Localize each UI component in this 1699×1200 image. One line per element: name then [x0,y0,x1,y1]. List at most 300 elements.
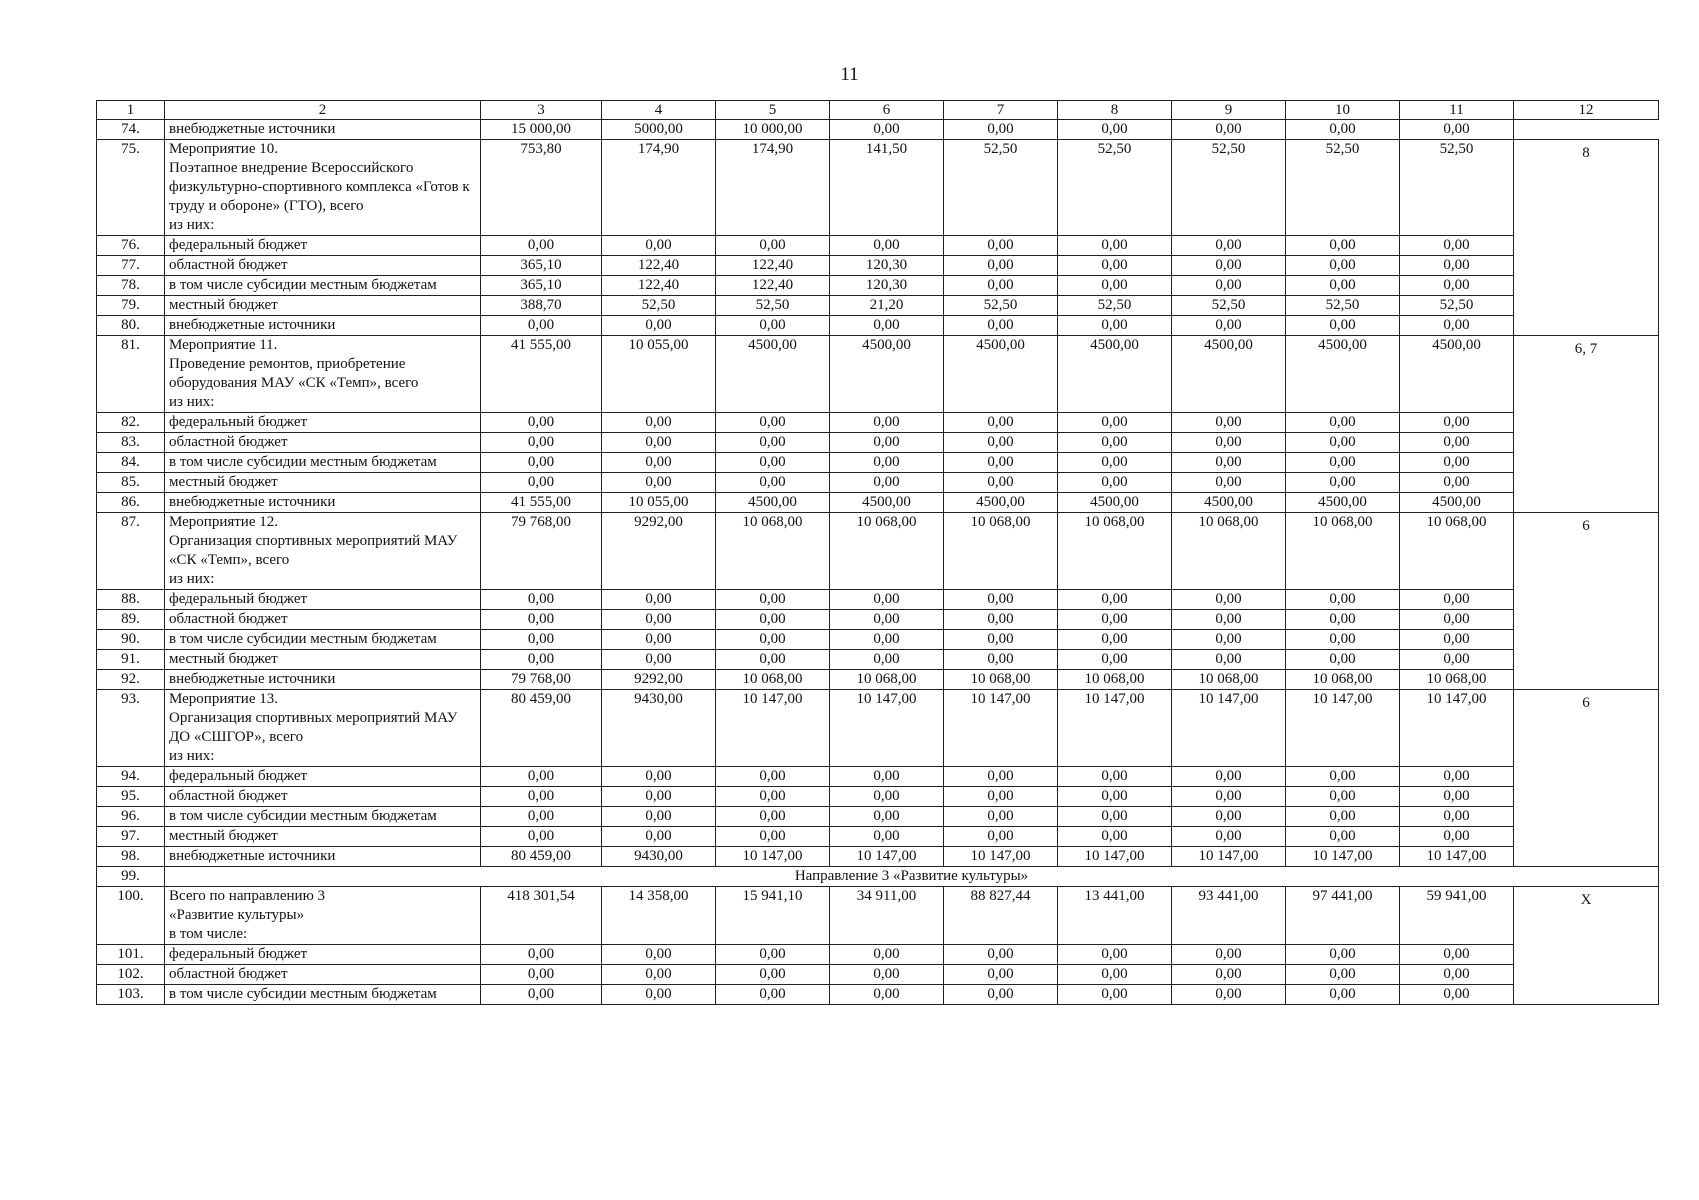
table-row [97,433,1659,453]
value-cell-col-6: 10 147,00 [830,847,944,867]
value-cell-col-5: 10 000,00 [716,120,830,140]
value-cell-col-5: 0,00 [716,630,830,650]
value-cell-col-5: 0,00 [716,945,830,965]
value-cell-col-10: 0,00 [1286,650,1400,670]
value-cell-col-11: 0,00 [1400,276,1514,296]
value-cell-col-4: 9430,00 [602,690,716,767]
table-row [97,630,1659,650]
row-number: 80. [97,316,165,336]
value-cell-col-7: 4500,00 [944,336,1058,413]
value-cell-col-11: 10 147,00 [1400,847,1514,867]
row-number: 76. [97,236,165,256]
value-cell-col-8: 0,00 [1058,453,1172,473]
value-cell-col-11: 52,50 [1400,296,1514,316]
column-header-2: 2 [165,101,481,120]
value-cell-col-11: 4500,00 [1400,336,1514,413]
value-cell-col-7: 0,00 [944,473,1058,493]
value-cell-col-6: 10 068,00 [830,513,944,590]
value-cell-col-8: 0,00 [1058,316,1172,336]
table-row [97,985,1659,1005]
row-name: внебюджетные источники [165,120,481,140]
value-cell-col-7: 10 068,00 [944,513,1058,590]
column-header-7: 7 [944,101,1058,120]
value-cell-col-4: 14 358,00 [602,887,716,945]
value-cell-col-10: 0,00 [1286,256,1400,276]
value-cell-col-6: 120,30 [830,276,944,296]
row-name: областной бюджет [165,256,481,276]
budget-table [96,100,1659,1005]
value-cell-col-7: 52,50 [944,296,1058,316]
value-cell-col-6: 0,00 [830,473,944,493]
value-cell-col-3: 0,00 [481,985,602,1005]
row-name: федеральный бюджет [165,767,481,787]
row-number: 99. [97,867,165,887]
value-cell-col-7: 0,00 [944,590,1058,610]
value-cell-col-8: 0,00 [1058,827,1172,847]
row-name: местный бюджет [165,473,481,493]
value-cell-col-4: 0,00 [602,316,716,336]
value-cell-col-9: 0,00 [1172,473,1286,493]
value-cell-col-5: 122,40 [716,256,830,276]
table-row [97,650,1659,670]
value-cell-col-3: 0,00 [481,433,602,453]
value-cell-col-11: 0,00 [1400,807,1514,827]
value-cell-col-6: 0,00 [830,236,944,256]
value-cell-col-8: 0,00 [1058,985,1172,1005]
table-row [97,413,1659,433]
value-cell-col-11: 0,00 [1400,985,1514,1005]
value-cell-col-7: 0,00 [944,807,1058,827]
value-cell-col-6: 141,50 [830,140,944,236]
value-cell-col-5: 10 068,00 [716,513,830,590]
row-name: в том числе субсидии местным бюджетам [165,807,481,827]
value-cell-col-10: 52,50 [1286,140,1400,236]
value-cell-col-5: 4500,00 [716,336,830,413]
value-cell-col-5: 0,00 [716,590,830,610]
value-cell-col-10: 10 147,00 [1286,690,1400,767]
value-cell-col-6: 120,30 [830,256,944,276]
value-cell-col-9: 0,00 [1172,276,1286,296]
value-cell-col-10: 0,00 [1286,985,1400,1005]
value-cell-col-7: 88 827,44 [944,887,1058,945]
value-cell-col-9: 52,50 [1172,140,1286,236]
row-number: 92. [97,670,165,690]
value-cell-col-7: 0,00 [944,827,1058,847]
table-row [97,867,1659,887]
value-cell-col-9: 0,00 [1172,256,1286,276]
value-cell-col-5: 0,00 [716,965,830,985]
table-row [97,945,1659,965]
value-cell-col-6: 0,00 [830,630,944,650]
table-row [97,787,1659,807]
value-cell-col-6: 0,00 [830,827,944,847]
value-cell-col-4: 52,50 [602,296,716,316]
value-cell-col-9: 10 068,00 [1172,670,1286,690]
table-row [97,887,1659,945]
table-row [97,296,1659,316]
value-cell-col-7: 0,00 [944,610,1058,630]
value-cell-col-5: 15 941,10 [716,887,830,945]
value-cell-col-9: 0,00 [1172,610,1286,630]
value-cell-col-8: 10 068,00 [1058,670,1172,690]
row-number: 96. [97,807,165,827]
value-cell-col-7: 10 147,00 [944,690,1058,767]
value-cell-col-6: 0,00 [830,120,944,140]
value-cell-col-4: 122,40 [602,256,716,276]
indicator-ref-cell: 6 [1514,513,1659,690]
table-row [97,453,1659,473]
value-cell-col-10: 0,00 [1286,433,1400,453]
value-cell-col-8: 0,00 [1058,945,1172,965]
value-cell-col-3: 0,00 [481,787,602,807]
value-cell-col-7: 4500,00 [944,493,1058,513]
row-number: 97. [97,827,165,847]
value-cell-col-5: 0,00 [716,787,830,807]
row-name: Мероприятие 12. Организация спортивных мероприятий МАУ «СК «Темп», всего из них: [165,513,481,590]
value-cell-col-10: 0,00 [1286,473,1400,493]
value-cell-col-5: 52,50 [716,296,830,316]
value-cell-col-10: 0,00 [1286,965,1400,985]
column-header-12: 12 [1514,101,1659,120]
value-cell-col-8: 10 147,00 [1058,690,1172,767]
row-name: областной бюджет [165,787,481,807]
value-cell-col-3: 0,00 [481,473,602,493]
value-cell-col-3: 0,00 [481,590,602,610]
value-cell-col-4: 0,00 [602,236,716,256]
value-cell-col-10: 10 147,00 [1286,847,1400,867]
value-cell-col-6: 0,00 [830,985,944,1005]
value-cell-col-7: 0,00 [944,276,1058,296]
value-cell-col-3: 0,00 [481,965,602,985]
indicator-ref-cell: 6, 7 [1514,336,1659,513]
row-number: 98. [97,847,165,867]
row-name: Мероприятие 11. Проведение ремонтов, приобретение оборудования МАУ «СК «Темп», всего из них: [165,336,481,413]
value-cell-col-11: 10 068,00 [1400,513,1514,590]
indicator-ref-cell: 6 [1514,690,1659,867]
column-header-11: 11 [1400,101,1514,120]
value-cell-col-7: 10 147,00 [944,847,1058,867]
value-cell-col-4: 0,00 [602,827,716,847]
value-cell-col-8: 52,50 [1058,140,1172,236]
table-header-row [97,101,1659,120]
value-cell-col-9: 4500,00 [1172,336,1286,413]
table-row [97,316,1659,336]
value-cell-col-6: 34 911,00 [830,887,944,945]
value-cell-col-10: 0,00 [1286,276,1400,296]
value-cell-col-4: 0,00 [602,413,716,433]
value-cell-col-6: 10 147,00 [830,690,944,767]
value-cell-col-3: 0,00 [481,807,602,827]
value-cell-col-5: 174,90 [716,140,830,236]
column-header-10: 10 [1286,101,1400,120]
row-number: 94. [97,767,165,787]
value-cell-col-3: 753,80 [481,140,602,236]
value-cell-col-10: 0,00 [1286,945,1400,965]
value-cell-col-3: 418 301,54 [481,887,602,945]
value-cell-col-10: 0,00 [1286,767,1400,787]
value-cell-col-8: 0,00 [1058,787,1172,807]
table-row [97,590,1659,610]
value-cell-col-4: 0,00 [602,807,716,827]
row-number: 78. [97,276,165,296]
value-cell-col-5: 0,00 [716,807,830,827]
table-row [97,276,1659,296]
value-cell-col-10: 0,00 [1286,610,1400,630]
value-cell-col-8: 10 147,00 [1058,847,1172,867]
value-cell-col-9: 0,00 [1172,985,1286,1005]
indicator-ref-cell: Х [1514,887,1659,1005]
value-cell-col-9: 0,00 [1172,453,1286,473]
value-cell-col-3: 79 768,00 [481,670,602,690]
row-number: 95. [97,787,165,807]
column-header-9: 9 [1172,101,1286,120]
row-name: в том числе субсидии местным бюджетам [165,630,481,650]
table-row [97,610,1659,630]
value-cell-col-9: 0,00 [1172,120,1286,140]
value-cell-col-3: 79 768,00 [481,513,602,590]
row-number: 81. [97,336,165,413]
value-cell-col-6: 0,00 [830,610,944,630]
row-name: внебюджетные источники [165,670,481,690]
value-cell-col-10: 10 068,00 [1286,670,1400,690]
value-cell-col-3: 365,10 [481,276,602,296]
value-cell-col-3: 41 555,00 [481,493,602,513]
value-cell-col-8: 52,50 [1058,296,1172,316]
value-cell-col-11: 10 147,00 [1400,690,1514,767]
row-number: 77. [97,256,165,276]
value-cell-col-3: 0,00 [481,453,602,473]
row-number: 85. [97,473,165,493]
value-cell-col-5: 4500,00 [716,493,830,513]
row-number: 83. [97,433,165,453]
value-cell-col-7: 0,00 [944,413,1058,433]
value-cell-col-8: 0,00 [1058,473,1172,493]
value-cell-col-11: 0,00 [1400,256,1514,276]
table-row [97,493,1659,513]
value-cell-col-4: 0,00 [602,945,716,965]
value-cell-col-8: 10 068,00 [1058,513,1172,590]
value-cell-col-3: 0,00 [481,316,602,336]
value-cell-col-9: 10 068,00 [1172,513,1286,590]
row-number: 100. [97,887,165,945]
value-cell-col-11: 0,00 [1400,316,1514,336]
table-row [97,847,1659,867]
row-name: областной бюджет [165,433,481,453]
value-cell-col-3: 0,00 [481,827,602,847]
value-cell-col-4: 0,00 [602,985,716,1005]
row-number: 82. [97,413,165,433]
row-number: 91. [97,650,165,670]
value-cell-col-9: 0,00 [1172,236,1286,256]
column-header-4: 4 [602,101,716,120]
row-name: внебюджетные источники [165,316,481,336]
value-cell-col-11: 4500,00 [1400,493,1514,513]
value-cell-col-11: 0,00 [1400,120,1514,140]
value-cell-col-4: 9292,00 [602,513,716,590]
value-cell-col-11: 0,00 [1400,453,1514,473]
value-cell-col-9: 4500,00 [1172,493,1286,513]
row-number: 90. [97,630,165,650]
value-cell-col-9: 0,00 [1172,630,1286,650]
table-row [97,827,1659,847]
value-cell-col-6: 0,00 [830,965,944,985]
value-cell-col-7: 0,00 [944,433,1058,453]
value-cell-col-6: 21,20 [830,296,944,316]
value-cell-col-4: 0,00 [602,767,716,787]
value-cell-col-11: 0,00 [1400,610,1514,630]
value-cell-col-5: 0,00 [716,316,830,336]
value-cell-col-10: 0,00 [1286,590,1400,610]
table-row [97,965,1659,985]
value-cell-col-10: 0,00 [1286,787,1400,807]
page-number: 11 [840,64,859,85]
row-name: в том числе субсидии местным бюджетам [165,453,481,473]
value-cell-col-11: 52,50 [1400,140,1514,236]
value-cell-col-11: 0,00 [1400,413,1514,433]
value-cell-col-3: 80 459,00 [481,690,602,767]
value-cell-col-4: 0,00 [602,610,716,630]
value-cell-col-9: 0,00 [1172,807,1286,827]
value-cell-col-10: 0,00 [1286,413,1400,433]
value-cell-col-7: 0,00 [944,767,1058,787]
value-cell-col-6: 0,00 [830,453,944,473]
value-cell-col-8: 0,00 [1058,590,1172,610]
value-cell-col-5: 0,00 [716,827,830,847]
row-name: местный бюджет [165,296,481,316]
row-name: Мероприятие 13. Организация спортивных мероприятий МАУ ДО «СШГОР», всего из них: [165,690,481,767]
value-cell-col-9: 52,50 [1172,296,1286,316]
value-cell-col-6: 0,00 [830,413,944,433]
value-cell-col-10: 0,00 [1286,827,1400,847]
value-cell-col-10: 0,00 [1286,316,1400,336]
value-cell-col-8: 13 441,00 [1058,887,1172,945]
value-cell-col-5: 0,00 [716,767,830,787]
row-name: внебюджетные источники [165,493,481,513]
value-cell-col-4: 9292,00 [602,670,716,690]
value-cell-col-8: 0,00 [1058,965,1172,985]
value-cell-col-5: 10 147,00 [716,690,830,767]
value-cell-col-8: 0,00 [1058,630,1172,650]
row-name: местный бюджет [165,650,481,670]
value-cell-col-11: 0,00 [1400,965,1514,985]
value-cell-col-7: 0,00 [944,985,1058,1005]
value-cell-col-11: 0,00 [1400,433,1514,453]
value-cell-col-8: 0,00 [1058,276,1172,296]
value-cell-col-10: 4500,00 [1286,493,1400,513]
value-cell-col-3: 15 000,00 [481,120,602,140]
value-cell-col-8: 0,00 [1058,256,1172,276]
value-cell-col-11: 0,00 [1400,767,1514,787]
row-name: Всего по направлению 3 «Развитие культуры» в том числе: [165,887,481,945]
table-row [97,140,1659,236]
row-number: 93. [97,690,165,767]
value-cell-col-11: 0,00 [1400,630,1514,650]
value-cell-col-9: 0,00 [1172,787,1286,807]
row-name: внебюджетные источники [165,847,481,867]
value-cell-col-7: 52,50 [944,140,1058,236]
value-cell-col-3: 0,00 [481,236,602,256]
value-cell-col-11: 0,00 [1400,827,1514,847]
value-cell-col-11: 0,00 [1400,473,1514,493]
value-cell-col-7: 0,00 [944,120,1058,140]
table-row [97,236,1659,256]
value-cell-col-4: 10 055,00 [602,493,716,513]
value-cell-col-3: 80 459,00 [481,847,602,867]
value-cell-col-10: 0,00 [1286,453,1400,473]
value-cell-col-10: 0,00 [1286,236,1400,256]
value-cell-col-9: 0,00 [1172,413,1286,433]
value-cell-col-10: 10 068,00 [1286,513,1400,590]
table-row [97,670,1659,690]
value-cell-col-4: 0,00 [602,650,716,670]
value-cell-col-9: 0,00 [1172,767,1286,787]
value-cell-col-7: 0,00 [944,453,1058,473]
row-name: в том числе субсидии местным бюджетам [165,985,481,1005]
value-cell-col-8: 0,00 [1058,120,1172,140]
value-cell-col-8: 0,00 [1058,610,1172,630]
value-cell-col-5: 10 068,00 [716,670,830,690]
value-cell-col-6: 0,00 [830,807,944,827]
value-cell-col-3: 0,00 [481,413,602,433]
row-number: 89. [97,610,165,630]
value-cell-col-11: 0,00 [1400,590,1514,610]
row-name: федеральный бюджет [165,413,481,433]
value-cell-col-11: 0,00 [1400,236,1514,256]
value-cell-col-4: 174,90 [602,140,716,236]
value-cell-col-6: 0,00 [830,590,944,610]
row-name: в том числе субсидии местным бюджетам [165,276,481,296]
value-cell-col-3: 0,00 [481,767,602,787]
value-cell-col-4: 122,40 [602,276,716,296]
value-cell-col-9: 0,00 [1172,316,1286,336]
value-cell-col-10: 0,00 [1286,630,1400,650]
indicator-ref-cell: 8 [1514,140,1659,336]
value-cell-col-5: 10 147,00 [716,847,830,867]
value-cell-col-11: 0,00 [1400,945,1514,965]
value-cell-col-5: 0,00 [716,413,830,433]
value-cell-col-11: 0,00 [1400,787,1514,807]
value-cell-col-7: 0,00 [944,945,1058,965]
value-cell-col-5: 0,00 [716,433,830,453]
row-number: 101. [97,945,165,965]
value-cell-col-6: 4500,00 [830,336,944,413]
direction-heading: Направление 3 «Развитие культуры» [165,867,1659,887]
table-row [97,473,1659,493]
value-cell-col-4: 9430,00 [602,847,716,867]
table-row [97,120,1659,140]
value-cell-col-8: 0,00 [1058,236,1172,256]
row-number: 102. [97,965,165,985]
value-cell-col-4: 0,00 [602,965,716,985]
value-cell-col-10: 52,50 [1286,296,1400,316]
row-number: 88. [97,590,165,610]
value-cell-col-9: 0,00 [1172,965,1286,985]
value-cell-col-3: 388,70 [481,296,602,316]
value-cell-col-8: 4500,00 [1058,336,1172,413]
value-cell-col-3: 0,00 [481,945,602,965]
value-cell-col-8: 0,00 [1058,767,1172,787]
value-cell-col-7: 0,00 [944,236,1058,256]
value-cell-col-3: 41 555,00 [481,336,602,413]
value-cell-col-7: 0,00 [944,787,1058,807]
row-name: федеральный бюджет [165,945,481,965]
table-row [97,767,1659,787]
column-header-8: 8 [1058,101,1172,120]
value-cell-col-7: 0,00 [944,316,1058,336]
value-cell-col-10: 0,00 [1286,807,1400,827]
value-cell-col-5: 0,00 [716,985,830,1005]
table-row [97,256,1659,276]
